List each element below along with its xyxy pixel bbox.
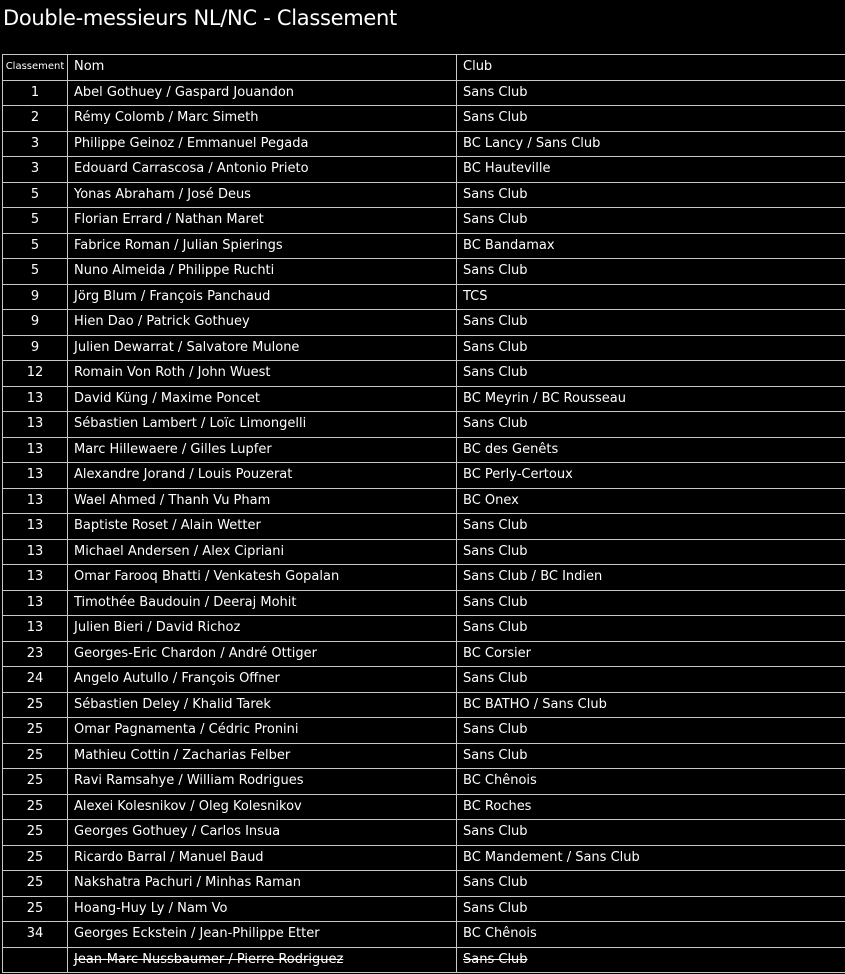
cell-club bbox=[457, 386, 845, 412]
player-names: Fabrice Roman / Julian Spierings bbox=[74, 237, 283, 253]
table-row bbox=[3, 692, 845, 718]
cell-nom bbox=[68, 310, 457, 336]
player-names: Romain Von Roth / John Wuest bbox=[74, 365, 271, 381]
cell-club bbox=[457, 718, 845, 744]
cell-rank: 5 bbox=[3, 208, 68, 234]
player-names: Florian Errard / Nathan Maret bbox=[74, 212, 264, 228]
cell-club bbox=[457, 310, 845, 336]
column-header-club: Club bbox=[457, 55, 845, 81]
cell-club bbox=[457, 80, 845, 106]
cell-club bbox=[457, 106, 845, 132]
cell-club bbox=[457, 131, 845, 157]
cell-club bbox=[457, 259, 845, 285]
cell-rank: 25 bbox=[3, 743, 68, 769]
cell-nom bbox=[68, 590, 457, 616]
cell-nom bbox=[68, 820, 457, 846]
player-names: David Küng / Maxime Poncet bbox=[74, 390, 261, 406]
club-name: Sans Club bbox=[463, 722, 528, 738]
table-row bbox=[3, 769, 845, 795]
cell-rank: 34 bbox=[3, 922, 68, 948]
table-row bbox=[3, 284, 845, 310]
club-name: Sans Club bbox=[463, 900, 528, 916]
player-names: Sébastien Lambert / Loïc Limongelli bbox=[74, 416, 307, 432]
table-row bbox=[3, 488, 845, 514]
club-name: TCS bbox=[463, 288, 488, 304]
club-name: Sans Club bbox=[463, 110, 528, 126]
cell-rank: 5 bbox=[3, 233, 68, 259]
table-row bbox=[3, 361, 845, 387]
player-names: Julien Bieri / David Richoz bbox=[74, 620, 241, 636]
cell-nom bbox=[68, 412, 457, 438]
cell-rank: 25 bbox=[3, 820, 68, 846]
table-row bbox=[3, 386, 845, 412]
cell-rank: 13 bbox=[3, 539, 68, 565]
club-name: BC Roches bbox=[463, 798, 532, 814]
club-name: Sans Club bbox=[463, 314, 528, 330]
player-names: Jörg Blum / François Panchaud bbox=[74, 288, 271, 304]
cell-nom bbox=[68, 896, 457, 922]
club-name: Sans Club bbox=[463, 365, 528, 381]
cell-club bbox=[457, 488, 845, 514]
page-title: Double-messieurs NL/NC - Classement bbox=[3, 6, 397, 30]
cell-nom bbox=[68, 284, 457, 310]
table-row bbox=[3, 947, 845, 973]
player-names: Michael Andersen / Alex Cipriani bbox=[74, 543, 285, 559]
cell-rank: 25 bbox=[3, 871, 68, 897]
club-name: Sans Club bbox=[463, 543, 528, 559]
cell-nom bbox=[68, 845, 457, 871]
table-row bbox=[3, 845, 845, 871]
cell-rank: 1 bbox=[3, 80, 68, 106]
club-name: BC Chênois bbox=[463, 926, 537, 942]
table-row bbox=[3, 871, 845, 897]
player-names: Omar Farooq Bhatti / Venkatesh Gopalan bbox=[74, 569, 340, 585]
cell-nom bbox=[68, 488, 457, 514]
player-names: Georges-Eric Chardon / André Ottiger bbox=[74, 645, 318, 661]
table-row bbox=[3, 131, 845, 157]
player-names: Mathieu Cottin / Zacharias Felber bbox=[74, 747, 291, 763]
table-row bbox=[3, 641, 845, 667]
cell-nom bbox=[68, 769, 457, 795]
table-row bbox=[3, 616, 845, 642]
cell-nom bbox=[68, 616, 457, 642]
club-name: BC Perly-Certoux bbox=[463, 467, 573, 483]
player-names: Alexandre Jorand / Louis Pouzerat bbox=[74, 467, 293, 483]
cell-nom bbox=[68, 157, 457, 183]
cell-club bbox=[457, 514, 845, 540]
table-row bbox=[3, 157, 845, 183]
player-names: Ricardo Barral / Manuel Baud bbox=[74, 849, 264, 865]
cell-rank: 13 bbox=[3, 386, 68, 412]
table-row bbox=[3, 667, 845, 693]
cell-rank: 2 bbox=[3, 106, 68, 132]
table-row bbox=[3, 310, 845, 336]
table-header-row bbox=[3, 55, 845, 81]
cell-club bbox=[457, 233, 845, 259]
club-name: Sans Club / BC Indien bbox=[463, 569, 603, 585]
cell-rank: 5 bbox=[3, 259, 68, 285]
cell-rank: 25 bbox=[3, 896, 68, 922]
cell-rank: 25 bbox=[3, 769, 68, 795]
player-names: Omar Pagnamenta / Cédric Pronini bbox=[74, 722, 299, 738]
table-row bbox=[3, 106, 845, 132]
cell-club bbox=[457, 947, 845, 973]
cell-rank: 5 bbox=[3, 182, 68, 208]
cell-club bbox=[457, 922, 845, 948]
player-names: Angelo Autullo / François Offner bbox=[74, 671, 280, 687]
cell-club bbox=[457, 667, 845, 693]
player-names: Abel Gothuey / Gaspard Jouandon bbox=[74, 84, 295, 100]
table-row bbox=[3, 182, 845, 208]
cell-rank: 25 bbox=[3, 718, 68, 744]
club-name: Sans Club bbox=[463, 518, 528, 534]
cell-club bbox=[457, 743, 845, 769]
cell-rank: 13 bbox=[3, 565, 68, 591]
player-names: Rémy Colomb / Marc Simeth bbox=[74, 110, 259, 126]
club-name: BC Meyrin / BC Rousseau bbox=[463, 390, 626, 406]
table-row bbox=[3, 820, 845, 846]
table-row bbox=[3, 259, 845, 285]
cell-club bbox=[457, 565, 845, 591]
cell-rank: 9 bbox=[3, 284, 68, 310]
player-names: Georges Gothuey / Carlos Insua bbox=[74, 824, 281, 840]
player-names: Hien Dao / Patrick Gothuey bbox=[74, 314, 250, 330]
cell-club bbox=[457, 539, 845, 565]
player-names: Jean-Marc Nussbaumer / Pierre Rodriguez bbox=[74, 951, 344, 967]
player-names: Yonas Abraham / José Deus bbox=[74, 186, 251, 202]
cell-nom bbox=[68, 131, 457, 157]
cell-club bbox=[457, 182, 845, 208]
cell-nom bbox=[68, 335, 457, 361]
cell-nom bbox=[68, 565, 457, 591]
player-names: Nakshatra Pachuri / Minhas Raman bbox=[74, 875, 301, 891]
cell-rank: 13 bbox=[3, 488, 68, 514]
cell-nom bbox=[68, 361, 457, 387]
cell-rank: 12 bbox=[3, 361, 68, 387]
cell-nom bbox=[68, 208, 457, 234]
club-name: Sans Club bbox=[463, 747, 528, 763]
cell-nom bbox=[68, 947, 457, 973]
cell-nom bbox=[68, 871, 457, 897]
cell-club bbox=[457, 845, 845, 871]
club-name: Sans Club bbox=[463, 263, 528, 279]
club-name: Sans Club bbox=[463, 620, 528, 636]
column-header-nom: Nom bbox=[68, 55, 457, 81]
club-name: Sans Club bbox=[463, 951, 528, 967]
club-name: BC des Genêts bbox=[463, 441, 559, 457]
club-name: Sans Club bbox=[463, 671, 528, 687]
player-names: Georges Eckstein / Jean-Philippe Etter bbox=[74, 926, 320, 942]
player-names: Edouard Carrascosa / Antonio Prieto bbox=[74, 161, 309, 177]
cell-club bbox=[457, 616, 845, 642]
table-row bbox=[3, 463, 845, 489]
player-names: Alexei Kolesnikov / Oleg Kolesnikov bbox=[74, 798, 302, 814]
cell-nom bbox=[68, 922, 457, 948]
club-name: BC Corsier bbox=[463, 645, 532, 661]
club-name: BC Bandamax bbox=[463, 237, 555, 253]
player-names: Philippe Geinoz / Emmanuel Pegada bbox=[74, 135, 309, 151]
cell-club bbox=[457, 157, 845, 183]
player-names: Julien Dewarrat / Salvatore Mulone bbox=[74, 339, 300, 355]
cell-club bbox=[457, 692, 845, 718]
club-name: Sans Club bbox=[463, 339, 528, 355]
cell-nom bbox=[68, 539, 457, 565]
cell-club bbox=[457, 437, 845, 463]
cell-rank: 13 bbox=[3, 590, 68, 616]
cell-nom bbox=[68, 667, 457, 693]
cell-rank: 24 bbox=[3, 667, 68, 693]
cell-club bbox=[457, 412, 845, 438]
cell-club bbox=[457, 335, 845, 361]
club-name: Sans Club bbox=[463, 416, 528, 432]
club-name: BC Lancy / Sans Club bbox=[463, 135, 601, 151]
cell-nom bbox=[68, 259, 457, 285]
cell-rank: 3 bbox=[3, 157, 68, 183]
cell-nom bbox=[68, 182, 457, 208]
cell-rank: 13 bbox=[3, 412, 68, 438]
cell-nom bbox=[68, 437, 457, 463]
cell-club bbox=[457, 208, 845, 234]
cell-club bbox=[457, 463, 845, 489]
cell-nom bbox=[68, 641, 457, 667]
table-row bbox=[3, 896, 845, 922]
table-row bbox=[3, 794, 845, 820]
table-row bbox=[3, 80, 845, 106]
club-name: Sans Club bbox=[463, 212, 528, 228]
table-row bbox=[3, 233, 845, 259]
cell-nom bbox=[68, 463, 457, 489]
cell-rank: 25 bbox=[3, 845, 68, 871]
player-names: Nuno Almeida / Philippe Ruchti bbox=[74, 263, 275, 279]
club-name: Sans Club bbox=[463, 875, 528, 891]
player-names: Hoang-Huy Ly / Nam Vo bbox=[74, 900, 228, 916]
player-names: Sébastien Deley / Khalid Tarek bbox=[74, 696, 271, 712]
cell-club bbox=[457, 590, 845, 616]
cell-club bbox=[457, 820, 845, 846]
cell-rank: 13 bbox=[3, 463, 68, 489]
cell-nom bbox=[68, 692, 457, 718]
club-name: Sans Club bbox=[463, 186, 528, 202]
cell-club bbox=[457, 769, 845, 795]
cell-nom bbox=[68, 743, 457, 769]
table-row bbox=[3, 743, 845, 769]
cell-nom bbox=[68, 386, 457, 412]
table-body bbox=[3, 80, 845, 973]
club-name: BC Onex bbox=[463, 492, 519, 508]
player-names: Ravi Ramsahye / William Rodrigues bbox=[74, 773, 304, 789]
player-names: Marc Hillewaere / Gilles Lupfer bbox=[74, 441, 272, 457]
cell-nom bbox=[68, 106, 457, 132]
table-row bbox=[3, 208, 845, 234]
cell-club bbox=[457, 871, 845, 897]
club-name: Sans Club bbox=[463, 824, 528, 840]
cell-rank: 13 bbox=[3, 437, 68, 463]
club-name: BC BATHO / Sans Club bbox=[463, 696, 607, 712]
cell-rank bbox=[3, 947, 68, 973]
club-name: Sans Club bbox=[463, 594, 528, 610]
cell-nom bbox=[68, 514, 457, 540]
table-row bbox=[3, 335, 845, 361]
table-row bbox=[3, 437, 845, 463]
table-row bbox=[3, 565, 845, 591]
player-names: Wael Ahmed / Thanh Vu Pham bbox=[74, 492, 271, 508]
cell-club bbox=[457, 284, 845, 310]
table-row bbox=[3, 718, 845, 744]
cell-nom bbox=[68, 233, 457, 259]
cell-rank: 25 bbox=[3, 692, 68, 718]
cell-club bbox=[457, 896, 845, 922]
club-name: BC Hauteville bbox=[463, 161, 551, 177]
club-name: Sans Club bbox=[463, 84, 528, 100]
club-name: BC Mandement / Sans Club bbox=[463, 849, 640, 865]
cell-club bbox=[457, 794, 845, 820]
club-name: BC Chênois bbox=[463, 773, 537, 789]
table-row bbox=[3, 539, 845, 565]
table-row bbox=[3, 590, 845, 616]
cell-rank: 13 bbox=[3, 616, 68, 642]
cell-rank: 3 bbox=[3, 131, 68, 157]
player-names: Timothée Baudouin / Deeraj Mohit bbox=[74, 594, 297, 610]
cell-rank: 9 bbox=[3, 335, 68, 361]
cell-club bbox=[457, 641, 845, 667]
cell-rank: 25 bbox=[3, 794, 68, 820]
cell-rank: 9 bbox=[3, 310, 68, 336]
cell-rank: 13 bbox=[3, 514, 68, 540]
cell-club bbox=[457, 361, 845, 387]
table-row bbox=[3, 514, 845, 540]
cell-nom bbox=[68, 794, 457, 820]
player-names: Baptiste Roset / Alain Wetter bbox=[74, 518, 261, 534]
ranking-table bbox=[2, 54, 845, 973]
table-row bbox=[3, 412, 845, 438]
cell-nom bbox=[68, 718, 457, 744]
table-row bbox=[3, 922, 845, 948]
column-header-rank: Classement bbox=[3, 55, 68, 81]
cell-rank: 23 bbox=[3, 641, 68, 667]
cell-nom bbox=[68, 80, 457, 106]
